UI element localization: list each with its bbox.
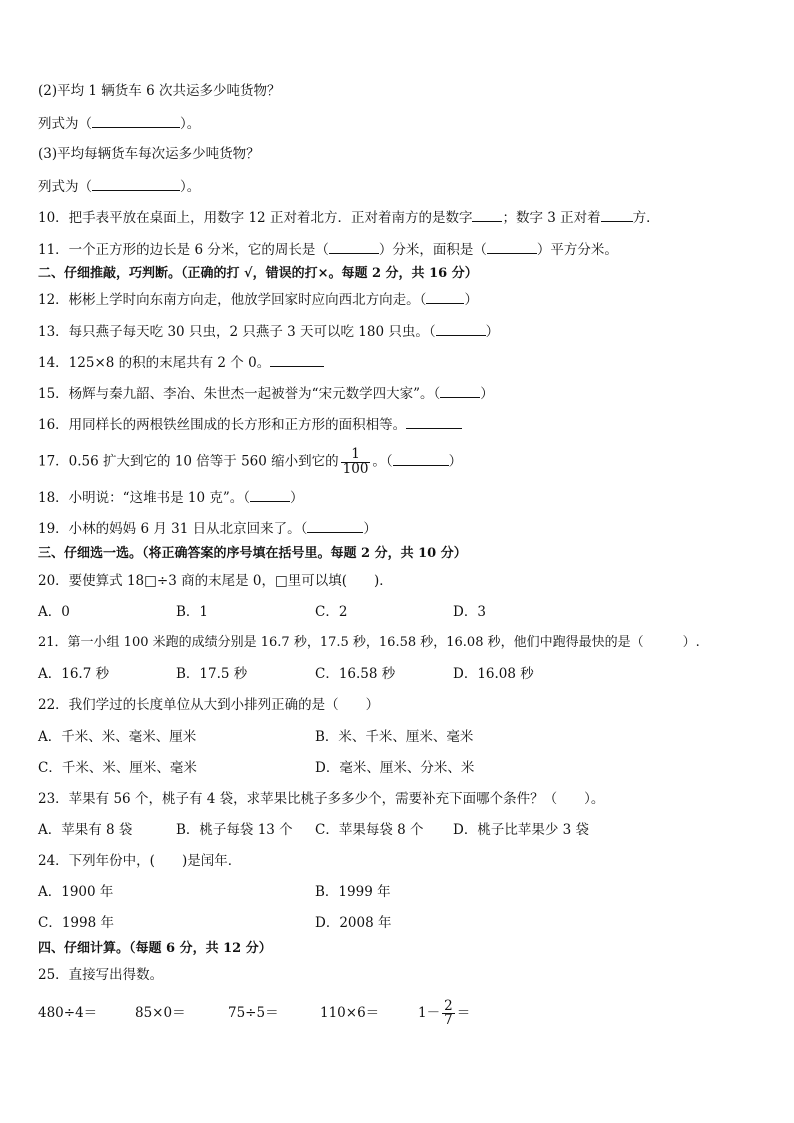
answer-blank[interactable] xyxy=(440,383,480,398)
answer-blank[interactable] xyxy=(307,518,363,533)
q23-option-d[interactable]: D．桃子比苹果少 3 袋 xyxy=(453,822,589,838)
question-12: 12．彬彬上学时向东南方向走，他放学回家时应向西北方向走。（ ） xyxy=(38,289,478,310)
question-9-part-2: (2)平均 1 辆货车 6 次共运多少吨货物？ xyxy=(38,83,281,99)
q21-option-b[interactable]: B．17.5 秒 xyxy=(176,666,248,682)
answer-blank[interactable] xyxy=(601,207,633,222)
q22-option-b[interactable]: B．米、千米、厘米、毫米 xyxy=(315,729,474,745)
question-20: 20．要使算式 18□÷3 商的末尾是 0，□里可以填( )． xyxy=(38,573,393,589)
q20-option-d[interactable]: D．3 xyxy=(453,604,486,620)
q20-option-b[interactable]: B．1 xyxy=(176,604,209,620)
q22-option-d[interactable]: D．毫米、厘米、分米、米 xyxy=(315,760,475,776)
question-9-part-3: (3)平均每辆货车每次运多少吨货物？ xyxy=(38,146,260,162)
q23-option-c[interactable]: C．苹果每袋 8 个 xyxy=(315,822,424,838)
question-18: 18．小明说：“这堆书是 10 克”。（ ） xyxy=(38,487,304,508)
question-11: 11．一个正方形的边长是 6 分米，它的周长是（ ）分米，面积是（ ）平方分米。 xyxy=(38,239,618,260)
q22-option-c[interactable]: C．千米、米、厘米、毫米 xyxy=(38,760,197,776)
question-17: 17．0.56 扩大到它的 10 倍等于 560 缩小到它的 $\frac{1}{100}$ 。（ ） xyxy=(38,446,463,477)
question-22: 22．我们学过的长度单位从大到小排列正确的是（ ） xyxy=(38,697,380,713)
answer-line-3: 列式为（ ）。 xyxy=(38,176,200,197)
q20-option-c[interactable]: C．2 xyxy=(315,604,348,620)
question-21: 21．第一小组 100 米跑的成绩分别是 16.7 秒，17.5 秒，16.58 秒，16.08 秒，他们中跑得最快的是（ ）. xyxy=(38,635,700,650)
answer-blank[interactable] xyxy=(270,352,324,367)
answer-blank[interactable] xyxy=(436,321,486,336)
answer-blank[interactable] xyxy=(487,239,537,254)
calc-item-4: 110×6＝ xyxy=(320,1005,380,1021)
answer-blank[interactable] xyxy=(250,487,290,502)
q20-option-a[interactable]: A．0 xyxy=(38,604,70,620)
q23-option-b[interactable]: B．桃子每袋 13 个 xyxy=(176,822,293,838)
section-4-heading: 四、仔细计算。（每题 6 分，共 12 分） xyxy=(38,941,272,956)
question-10: 10．把手表平放在桌面上，用数字 12 正对着北方．正对着南方的是数字 ；数字 3 正对着 方． xyxy=(38,207,660,228)
q21-option-a[interactable]: A．16.7 秒 xyxy=(38,666,110,682)
question-19: 19．小林的妈妈 6 月 31 日从北京回来了。（ ） xyxy=(38,518,377,539)
calc-item-3: 75÷5＝ xyxy=(228,1005,279,1021)
calc-item-1: 480÷4＝ xyxy=(38,1005,98,1021)
q24-option-d[interactable]: D．2008 年 xyxy=(315,915,392,931)
section-2-heading: 二、仔细推敲，巧判断。（正确的打 √，错误的打×。每题 2 分，共 16 分） xyxy=(38,266,478,281)
fraction-one-hundredth: $\frac{1}{100}$ xyxy=(342,446,369,477)
question-15: 15．杨辉与秦九韶、李冶、朱世杰一起被誉为“宋元数学四大家”。（ ） xyxy=(38,383,494,404)
question-25: 25．直接写出得数。 xyxy=(38,967,164,983)
answer-blank[interactable] xyxy=(426,289,464,304)
fraction-two-sevenths: $\frac{2}{7}$ xyxy=(444,997,453,1028)
calc-item-5: 1－ $\frac{2}{7}$ ＝ xyxy=(418,997,471,1028)
q24-option-c[interactable]: C．1998 年 xyxy=(38,915,114,931)
question-16: 16．用同样长的两根铁丝围成的长方形和正方形的面积相等。 xyxy=(38,414,462,435)
answer-blank[interactable] xyxy=(92,113,180,128)
q21-option-d[interactable]: D．16.08 秒 xyxy=(453,666,534,682)
answer-blank[interactable] xyxy=(329,239,379,254)
answer-line-2: 列式为（ ）。 xyxy=(38,113,200,134)
question-14: 14．125×8 的积的末尾共有 2 个 0。 xyxy=(38,352,324,373)
question-13: 13．每只燕子每天吃 30 只虫，2 只燕子 3 天可以吃 180 只虫。（ ） xyxy=(38,321,499,342)
answer-blank[interactable] xyxy=(406,414,462,429)
q24-option-a[interactable]: A．1900 年 xyxy=(38,884,114,900)
answer-blank[interactable] xyxy=(92,176,180,191)
q24-option-b[interactable]: B．1999 年 xyxy=(315,884,391,900)
q22-option-a[interactable]: A．千米、米、毫米、厘米 xyxy=(38,729,197,745)
answer-blank[interactable] xyxy=(472,207,502,222)
q21-option-c[interactable]: C．16.58 秒 xyxy=(315,666,396,682)
answer-blank[interactable] xyxy=(393,451,449,466)
calc-item-2: 85×0＝ xyxy=(135,1005,186,1021)
question-24: 24．下列年份中，( )是闰年． xyxy=(38,853,242,869)
q23-option-a[interactable]: A．苹果有 8 袋 xyxy=(38,822,133,838)
question-23: 23．苹果有 56 个，桃子有 4 袋，求苹果比桃子多多少个，需要补充下面哪个条件？（ ）。 xyxy=(38,791,605,807)
section-3-heading: 三、仔细选一选。（将正确答案的序号填在括号里。每题 2 分，共 10 分） xyxy=(38,546,467,561)
